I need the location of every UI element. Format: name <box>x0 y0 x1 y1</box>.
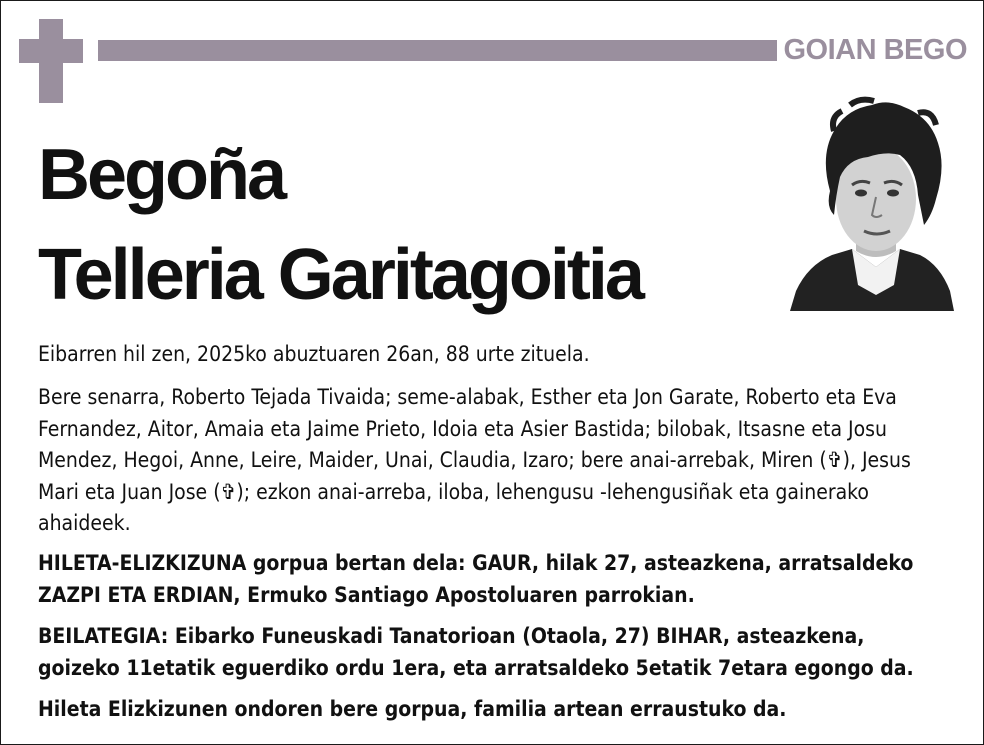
family-list-paragraph: Bere senarra, Roberto Tejada Tivaida; seme-alabak, Esther eta Jon Garate, Roberto eta Eva Fernandez, Aitor, Amaia eta Jaime Prieto, Idoia eta Asier Bastida; bilobak, Itsasne eta Josu Mendez, Hegoi, Anne, Leire, Maider, Unai, Claudia, Izaro; bere anai-arrebak, Miren (✞), Jesus Mari eta Juan Jose (✞); ezkon anai-arreba, iloba, lehengusu -lehengusiñak eta gainerako ahaideek. <box>38 385 911 535</box>
portrait-photo <box>790 95 958 311</box>
funeral-service-paragraph: HILETA-ELIZKIZUNA gorpua bertan dela: GAUR, hilak 27, asteazkena, arratsaldeko ZAZPI ETA ERDIAN, Ermuko Santiago Apostoluaren parrokian. <box>38 551 914 607</box>
cremation-note: Hileta Elizkizunen ondoren bere gorpua, familia artean erraustuko da. <box>38 697 787 721</box>
section-brand: GOIAN BEGO <box>783 34 967 66</box>
header-rule <box>98 40 777 61</box>
deceased-first-name: Begoña <box>38 135 285 215</box>
wake-paragraph: BEILATEGIA: Eibarko Funeuskadi Tanatorioan (Otaola, 27) BIHAR, asteazkena, goizeko 11etatik eguerdiko ordu 1era, eta arratsaldeko 5etatik 7etara egongo da. <box>38 624 914 680</box>
deceased-surnames: Telleria Garitagoitia <box>38 235 642 315</box>
death-notice-line: Eibarren hil zen, 2025ko abuztuaren 26an, 88 urte zituela. <box>38 342 590 366</box>
cross-horizontal-bar <box>19 39 83 63</box>
